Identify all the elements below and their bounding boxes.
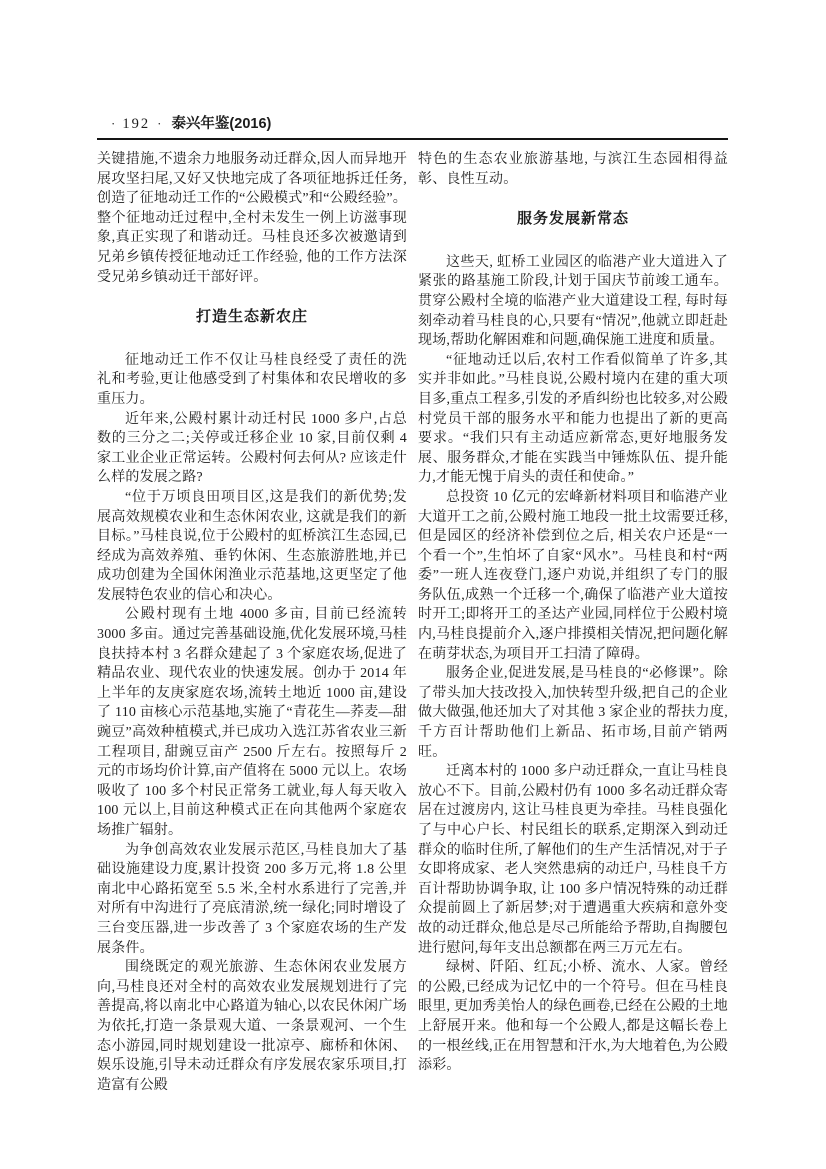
separator-dot: · <box>111 116 116 131</box>
paragraph: 围绕既定的观光旅游、生态休闲农业发展方向,马桂良还对全村的高效农业发展规划进行了完善提高,将以南北中心路道为轴心,以农民休闲广场为依托,打造一条景观大道、一条景观河、一个生态小游园,同时规划建设一批凉亭、廊桥和休闲、娱乐设施,引导未动迁群众有序发展农家乐项目,打造富有公殿 <box>97 960 407 1093</box>
paragraph: 近年来,公殿村累计动迁村民 1000 多户,占总数的三分之二;关停或迁移企业 10 家,目前仅剩 4 家工业企业正常运转。公殿村何去何从? 应该走什么样的发展之路? <box>97 411 407 486</box>
section-heading-eco-farm: 打造生态新农庄 <box>195 308 308 326</box>
paragraph: 总投资 10 亿元的宏峰新材料项目和临港产业大道开工之前,公殿村施工地段一批土坟需要迁移,但是园区的经济补偿到位之后, 相关农户还是“一个看一个”,生怕坏了自家“风水”。马桂良和村“两委”一班人连夜登门,逐户劝说,并组织了专门的服务队伍,成熟一个迁移一个,确保了临港产业大道按时开工;即将开工的圣达产业园,同样位于公殿村境内,马桂良提前介入,逐户排摸相关情况,把问题化解在萌芽状态,为项目开工扫清了障碍。 <box>418 489 728 662</box>
paragraph: 为争创高效农业发展示范区,马桂良加大了基础设施建设力度,累计投资 200 多万元,将 1.8 公里南北中心路拓宽至 5.5 米,全村水系进行了完善,并对所有中沟进行了亮底清淤,统一绿化;同时增设了三台变压器,进一步改善了 3 个家庭农场的生产发展条件。 <box>97 842 407 956</box>
left-column <box>97 150 407 1095</box>
separator-dot: · <box>157 116 162 131</box>
page-number: 192 <box>122 116 151 132</box>
book-title: 泰兴年鉴(2016) <box>171 116 272 132</box>
paragraph: 服务企业,促进发展,是马桂良的“必修课”。除了带头加大技改投入,加快转型升级,把自己的企业做大做强,他还加大了对其他 3 家企业的帮扶力度,千方百计帮助他们上新品、拓市场,目前产销两旺。 <box>418 666 728 760</box>
section-heading-service: 服务发展新常态 <box>516 210 629 228</box>
paragraph: 公殿村现有土地 4000 多亩, 目前已经流转 3000 多亩。通过完善基础设施,优化发展环境,马桂良扶持本村 3 名群众建起了 3 个家庭农场,促进了精品农业、现代农业的快速发展。创办于 2014 年上半年的友庚家庭农场,流转土地近 1000 亩,建设了 110 亩核心示范基地,实施了“青花生—荞麦—甜豌豆”高效种植模式,并已成功入选江苏省农业三新工程项目, 甜豌豆亩产 2500 斤左右。按照每斤 2 元的市场均价计算,亩产值将在 5000 元以上。农场吸收了 100 多个村民正常务工就业,每人每天收入 100 元以上,目前这种模式正在向其他两个家庭农场推广辐射。 <box>97 607 407 838</box>
paragraph: 迁离本村的 1000 多户动迁群众,一直让马桂良放心不下。目前,公殿村仍有 1000 多名动迁群众寄居在过渡房内, 这让马桂良更为牵挂。马桂良强化了与中心户长、村民组长的联系,定期深入到动迁群众的临时住所,了解他们的生产生活情况,对于子女即将成家、老人突然患病的动迁户, 马桂良千方百计帮助协调争取, 让 100 多户情况特殊的动迁群众提前圆上了新居梦;对于遭遇重大疾病和意外变故的动迁群众,他总是尽己所能给予帮助,自掏腰包进行慰问,每年支出总额都在两三万元左右。 <box>418 764 728 956</box>
paragraph: “位于万顷良田项目区,这是我们的新优势;发展高效规模农业和生态休闲农业, 这就是我们的新目标。”马桂良说,位于公殿村的虹桥滨江生态园,已经成为高效养殖、垂钓休闲、生态旅游胜地,并已成功创建为全国休闲渔业示范基地,这更坚定了他发展特色农业的信心和决心。 <box>97 489 407 603</box>
right-column <box>418 150 728 1095</box>
paragraph: 关键措施,不遗余力地服务动迁群众,因人而异地开展攻坚扫尾,又好又快地完成了各项征地拆迁任务,创造了征地动迁工作的“公殿模式”和“公殿经验”。整个征地动迁过程中,全村未发生一例上访滋事现象,真正实现了和谐动迁。马桂良还多次被邀请到兄弟乡镇传授征地动迁工作经验, 他的工作方法深受兄弟乡镇动迁干部好评。 <box>97 152 407 285</box>
paragraph: 特色的生态农业旅游基地, 与滨江生态园相得益彰、良性互动。 <box>418 152 728 187</box>
paragraph: 征地动迁工作不仅让马桂良经受了责任的洗礼和考验,更让他感受到了村集体和农民增收的多重压力。 <box>97 352 407 407</box>
paragraph: 绿树、阡陌、红瓦;小桥、流水、人家。曾经的公殿,已经成为记忆中的一个符号。但在马桂良眼里, 更加秀美怡人的绿色画卷,已经在公殿的土地上舒展开来。他和每一个公殿人,都是这幅长卷上的一根丝线,正在用智慧和汗水,为大地着色,为公殿添彩。 <box>418 960 728 1074</box>
header-rule <box>97 138 728 140</box>
paragraph: 这些天, 虹桥工业园区的临港产业大道进入了紧张的路基施工阶段,计划于国庆节前竣工通车。贯穿公殿村全境的临港产业大道建设工程, 每时每刻牵动着马桂良的心,只要有“情况”,他就立即赶赴现场,帮助化解困难和问题,确保施工进度和质量。 <box>418 254 728 349</box>
paragraph: “征地动迁以后,农村工作看似简单了许多,其实并非如此。”马桂良说,公殿村境内在建的重大项目多,重点工程多,引发的矛盾纠纷也比较多,对公殿村党员干部的服务水平和能力也提出了新的更高要求。“我们只有主动适应新常态,更好地服务发展、服务群众,才能在实践当中锤炼队伍、提升能力,才能无愧于肩头的责任和使命。” <box>418 352 728 486</box>
article-body <box>97 150 728 1095</box>
page-header <box>97 112 728 134</box>
